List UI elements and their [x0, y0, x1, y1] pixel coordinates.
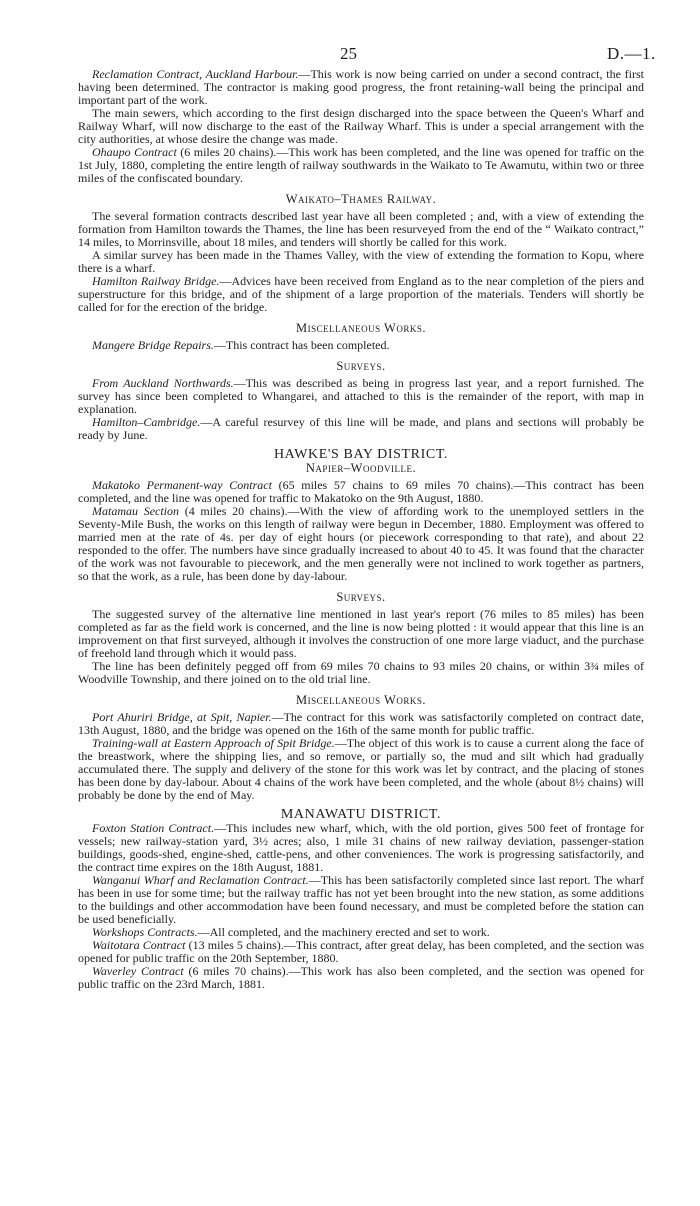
paragraph-lead: Foxton Station Contract.: [92, 821, 215, 835]
paragraph-text: The suggested survey of the alternative line mentioned in last year's report (76 miles to 85 miles) has been completed as far as the field work is concerned, and the line is now being plotted : it would appear that this line is an improvement on that first surveyed, although it involves the construction of one more large viaduct, and the purchase of freehold land through which it would pass.: [78, 607, 644, 660]
paragraph-text: —This work is now being carried on under a second contract, the first having been determined. The contractor is making good progress, the front retaining-wall being the principal and important part of the work.: [78, 67, 645, 107]
paragraph: [78, 339, 644, 352]
paragraph: [78, 210, 644, 249]
paragraph: [78, 874, 644, 926]
paragraph-lead: Waverley Contract: [92, 964, 184, 978]
paragraph-text: —This contract has been completed.: [213, 338, 390, 352]
paragraph-text: The line has been definitely pegged off from 69 miles 70 chains to 93 miles 20 chains, or within 3¾ miles of Woodville Township, and there joined on to the old trial line.: [78, 659, 644, 686]
paragraph-text: —This has been satisfactorily completed since last report. The wharf has been in use for some time; but the railway traffic has not yet been brought into the new station, as some additions to the buildings and other accommodation have been found necessary, and must be completed before the station can be used beneficially.: [78, 873, 644, 926]
district-heading: MANAWATU DISTRICT.: [280, 807, 442, 822]
page-number: 25: [340, 44, 357, 63]
paragraph: [78, 107, 644, 146]
section-heading: Napier–Woodville.: [305, 461, 417, 475]
paragraph-text: A similar survey has been made in the Thames Valley, with the view of extending the formation to Kopu, where there is a wharf.: [78, 248, 644, 275]
paragraph-text: —All completed, and the machinery erected and set to work.: [197, 925, 490, 939]
paragraph: [78, 608, 644, 660]
section-heading: Miscellaneous Works.: [296, 321, 426, 335]
paragraph-lead: Mangere Bridge Repairs.: [92, 338, 214, 352]
document-reference: D.—1.: [607, 44, 656, 63]
paragraph-text: —The object of this work is to cause a current along the face of the breastwork, where the shipping lies, and so remove, or partially so, the mud and silt which had gradually accumulated there. The supply and delivery of the stone for this work was let by contract, and the placing of stones has been done by day-labour. About 4 chains of the work have been completed, and the whole (about 8½ chains) will probably be done by the end of May.: [78, 736, 644, 802]
paragraph-text: (65 miles 57 chains to 69 miles 70 chains).—This contract has been completed, and the line was opened for traffic to Makatoko on the 9th August, 1880.: [78, 478, 644, 505]
paragraph: [78, 416, 644, 442]
paragraph-lead: From Auckland Northwards.: [92, 376, 234, 390]
paragraph-lead: Training-wall at Eastern Approach of Spit Bridge.: [92, 736, 335, 750]
paragraph-text: —This includes new wharf, which, with the old portion, gives 500 feet of frontage for vessels; new railway-station yard, 3½ acres; also, 1 mile 31 chains of new railway deviation, passenger-station buildings, goods-shed, engine-shed, cattle-pens, and other conveniences. The work is progressing satisfactorily, and the contract time expires on the 18th August, 1881.: [78, 821, 644, 874]
paragraph-lead: Port Ahuriri Bridge, at Spit, Napier.: [92, 710, 272, 724]
paragraph-text: The several formation contracts described last year have all been completed ; and, with a view of extending the formation from Hamilton towards the Thames, the line has been resurveyed from the end of the “ Waikato contract,” 14 miles, to Morrinsville, about 18 miles, and tenders will shortly be called for this work.: [78, 209, 644, 249]
section-heading: Surveys.: [336, 590, 386, 604]
paragraph-lead: Hamilton Railway Bridge.: [92, 274, 220, 288]
document-body: [78, 68, 644, 991]
paragraph-text: (6 miles 20 chains).—This work has been completed, and the line was opened for traffic on the 1st July, 1880, completing the entire length of railway southwards in the Waikato to Te Awamutu, within two or three miles of the confiscated boundary.: [78, 145, 645, 185]
section-heading: Surveys.: [336, 359, 386, 373]
paragraph: [78, 737, 644, 802]
paragraph-text: The main sewers, which according to the first design discharged into the space between the Queen's Wharf and Railway Wharf, will now discharge to the east of the Railway Wharf. This is under a special arrangement with the city authorities, at whose desire the change was made.: [78, 106, 644, 146]
paragraph-text: —The contract for this work was satisfactorily completed on contract date, 13th August, 1880, and the bridge was opened on the 16th of the same month for public traffic.: [78, 710, 645, 737]
paragraph: [78, 505, 644, 583]
section-heading: Miscellaneous Works.: [296, 693, 426, 707]
paragraph: [78, 479, 644, 505]
paragraph: [78, 822, 644, 874]
paragraph: [78, 939, 644, 965]
paragraph-lead: Hamilton–Cambridge.: [92, 415, 201, 429]
paragraph-text: —This was described as being in progress last year, and a report furnished. The survey has since been completed to Whangarei, and attached to this is the remainder of the report, with map in explanation.: [78, 376, 644, 416]
paragraph-text: —Advices have been received from England as to the near completion of the piers and superstructure for this bridge, and of the shipment of a large proportion of the materials. Tenders will shortly be called for for the erection of the bridge.: [78, 274, 644, 314]
paragraph: [78, 68, 644, 107]
paragraph-lead: Reclamation Contract, Auckland Harbour.: [92, 67, 299, 81]
paragraph: [78, 711, 644, 737]
paragraph-text: (6 miles 70 chains).—This work has also been completed, and the section was opened for public traffic on the 23rd March, 1881.: [78, 964, 644, 991]
paragraph: [78, 146, 644, 185]
paragraph: [78, 660, 644, 686]
district-heading: HAWKE'S BAY DISTRICT.: [273, 447, 449, 462]
paragraph-text: (4 miles 20 chains).—With the view of affording work to the unemployed settlers in the Seventy-Mile Bush, the works on this length of railway were begun in December, 1880. Employment was offered to married men at the rate of 4s. per day of eight hours (or piecework corresponding to that rate), and about 22 responded to the offer. The numbers have since gradually increased to about 40 to 45. It was found that the character of the work was not favourable to piecework, and the men generally were not inclined to work together as partners, so that the work, as a rule, has been done by day-labour.: [78, 504, 644, 583]
paragraph-lead: Waitotara Contract: [92, 938, 186, 952]
paragraph: [78, 249, 644, 275]
paragraph-lead: Makatoko Permanent-way Contract: [92, 478, 272, 492]
paragraph-lead: Ohaupo Contract: [92, 145, 177, 159]
paragraph: [78, 275, 644, 314]
paragraph-text: (13 miles 5 chains).—This contract, after great delay, has been completed, and the section was opened for public traffic on the 20th September, 1880.: [78, 938, 644, 965]
paragraph: [78, 377, 644, 416]
paragraph-text: —A careful resurvey of this line will be made, and plans and sections will probably be ready by June.: [78, 415, 644, 442]
section-heading: Waikato–Thames Railway.: [285, 192, 437, 206]
paragraph-lead: Matamau Section: [92, 504, 180, 518]
paragraph-lead: Workshops Contracts.: [92, 925, 198, 939]
paragraph: [78, 965, 644, 991]
paragraph-lead: Wanganui Wharf and Reclamation Contract.: [92, 873, 309, 887]
